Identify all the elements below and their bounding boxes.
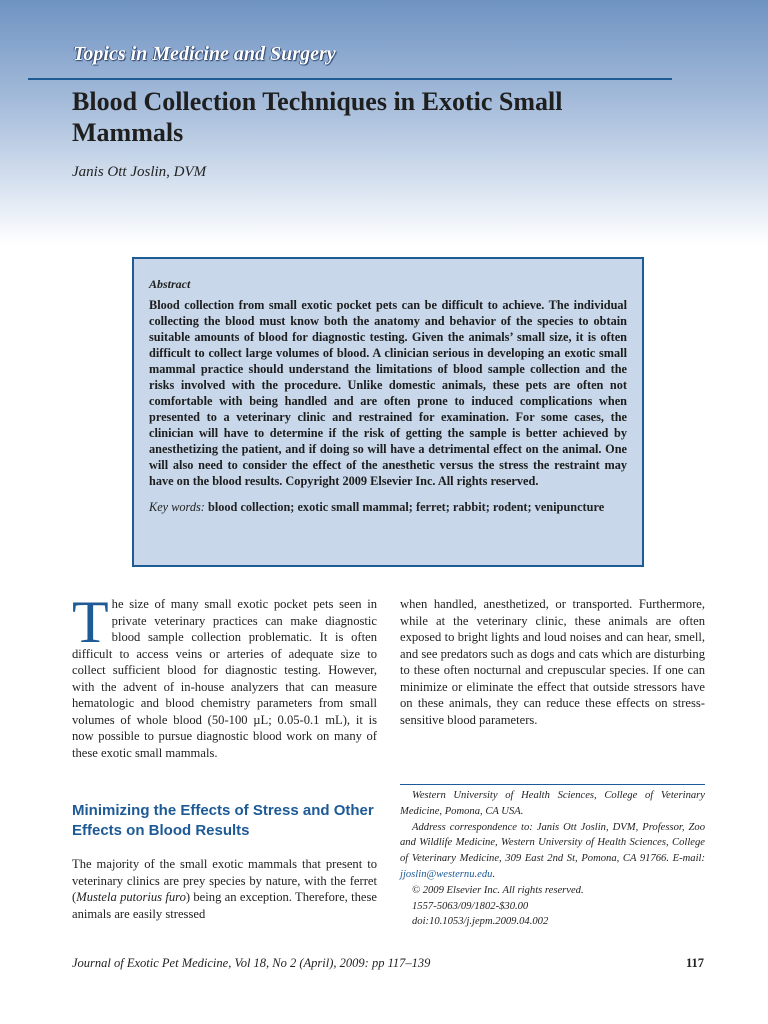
journal-citation: Journal of Exotic Pet Medicine, Vol 18, No 2 (April), 2009: pp 117–139 xyxy=(72,956,431,970)
address-text: Address correspondence to: Janis Ott Joslin, DVM, Professor, Zoo and Wildlife Medicine, Western University of Health Sciences, College of Veterinary Medicine, 309 East 2nd St, Pomona, CA 91766. E-mail: xyxy=(400,821,705,865)
right-paragraph: when handled, anesthetized, or transported. Furthermore, while at the veterinary clinic, these animals are often exposed to bright lights and loud noises and can hear, smell, and see predators such as dogs and cats which are disturbing to these often nocturnal and crepuscular species. If one can minimize or eliminate the effect that outside stressors have on these animals, they can reduce these effects on stress-sensitive blood parameters. xyxy=(400,597,705,727)
series-title: Topics in Medicine and Surgery xyxy=(73,43,336,65)
section-text-b: ) being an exception. Therefore, these animals are easily stressed xyxy=(72,890,377,921)
dropcap: T xyxy=(72,589,109,655)
left-column xyxy=(72,589,377,761)
footnote-rule xyxy=(400,784,705,785)
intro-paragraph xyxy=(72,589,377,761)
abstract-text: Blood collection from small exotic pocket pets can be difficult to achieve. The individual collecting the blood must know both the anatomy and behavior of the species to obtain suitable amounts of blood for diagnostic testing. Given the animals’ small size, it is often difficult to collect large volumes of blood. A clinician serious in developing an exotic small mammal practice should understand the limitations of blood sample collection and the risks involved with the procedure. Unlike domestic animals, these pets are often not comfortable with being handled and are often prone to induced complications when presented to a veterinary clinic and restrained for examination. For some cases, the clinician will have to determine if the risk of getting the sample is better achieved by anesthetizing the patient, and if doing so will have a detrimental effect on the animal. One will also need to consider the effect of the anesthetic versus the stress the restraint may have on the blood results. Copyright 2009 Elsevier Inc. All rights reserved. xyxy=(149,298,627,488)
footnote-address: Address correspondence to: Janis Ott Joslin, DVM, Professor, Zoo and Wildlife Medicine, Western University of Health Sciences, College of Veterinary Medicine, 309 East 2nd St, Pomona, CA 91766. E-mail: jjoslin@westernu.edu. xyxy=(400,821,705,880)
page-number: 117 xyxy=(685,956,704,970)
species-name: Mustela putorius furo xyxy=(76,890,186,904)
footnote-copyright: © 2009 Elsevier Inc. All rights reserved. xyxy=(412,884,584,896)
series-rule xyxy=(28,78,672,80)
author-line: Janis Ott Joslin, DVM xyxy=(72,164,207,180)
keywords xyxy=(149,499,627,515)
email-link[interactable]: jjoslin@westernu.edu xyxy=(400,868,493,880)
article-title: Blood Collection Techniques in Exotic Small Mammals xyxy=(72,87,563,147)
keywords-label: Key words: xyxy=(149,500,205,514)
intro-text: he size of many small exotic pocket pets seen in private veterinary practices can make diagnostic blood sample collection problematic. It is often difficult to access veins or arteries of adequate size to collect sufficient blood for diagnostic testing. However, with the advent of in-house analyzers that can measure hematologic and blood chemistry parameters from small volumes of whole blood (50-100 µL; 0.05-0.1 mL), it is now possible to pursue diagnostic blood work on many of these exotic small mammals. xyxy=(72,597,377,760)
right-column xyxy=(400,596,705,728)
footnotes xyxy=(400,788,705,930)
keywords-list: blood collection; exotic small mammal; ferret; rabbit; rodent; venipuncture xyxy=(207,500,605,514)
abstract-heading: Abstract xyxy=(149,277,191,291)
footnote-issn: 1557-5063/09/1802-$30.00 xyxy=(412,900,529,912)
section-heading: Minimizing the Effects of Stress and Other Effects on Blood Results xyxy=(72,802,374,839)
footnote-doi: doi:10.1053/j.jepm.2009.04.002 xyxy=(412,916,549,928)
footnote-affiliation: Western University of Health Sciences, College of Veterinary Medicine, Pomona, CA USA. xyxy=(400,790,705,817)
section-text-a: The majority of the small exotic mammals that present to veterinary clinics are prey species by nature, with the ferret ( xyxy=(72,857,377,904)
section-paragraph xyxy=(72,856,377,922)
abstract-box xyxy=(132,257,644,567)
